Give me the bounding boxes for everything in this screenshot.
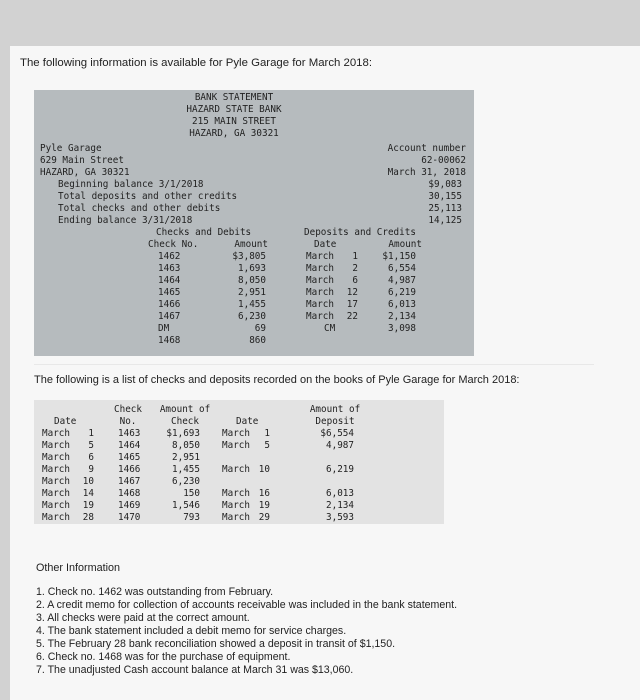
bank-deposit-amount: 3,098 <box>388 323 416 334</box>
deposits-header-date: Date <box>314 239 337 250</box>
books-deposit-amount: 6,219 <box>326 464 354 475</box>
books-deposit-amount: 6,013 <box>326 488 354 499</box>
books-deposit-amount: 4,987 <box>326 440 354 451</box>
books-deposit-day: 1 <box>264 428 270 439</box>
deposits-header-amount: Amount <box>388 239 422 250</box>
checks-header-no: Check No. <box>148 239 199 250</box>
bank-check-no: 1462 <box>158 251 181 262</box>
bank-statement-title: BANK STATEMENT <box>194 92 274 103</box>
bank-name: HAZARD STATE BANK <box>186 104 282 115</box>
books-check-no: 1469 <box>118 500 141 511</box>
customer-name: Pyle Garage <box>40 143 102 154</box>
other-info-item: 6. Check no. 1468 was for the purchase of equipment. <box>36 651 291 663</box>
bank-deposit-day: 1 <box>352 251 358 262</box>
bank-check-no: 1468 <box>158 335 181 346</box>
books-deposit-day: 5 <box>264 440 270 451</box>
bank-check-no: 1466 <box>158 299 181 310</box>
books-check-amount: 6,230 <box>172 476 200 487</box>
books-check-amount: 2,951 <box>172 452 200 463</box>
bank-deposit-amount: 6,219 <box>388 287 416 298</box>
summary-value: 25,113 <box>428 203 462 214</box>
bank-deposit-month: March <box>306 251 334 262</box>
bank-check-amount: 1,693 <box>238 263 266 274</box>
books-check-day: 1 <box>88 428 94 439</box>
bank-deposit-amount: 6,013 <box>388 299 416 310</box>
bank-deposit-month: March <box>306 311 334 322</box>
other-info-item: 4. The bank statement included a debit memo for service charges. <box>36 625 347 637</box>
books-check-amount: $1,693 <box>166 428 200 439</box>
books-header-check-line1: Check <box>114 404 142 415</box>
bank-deposit-day: 2 <box>352 263 358 274</box>
books-check-month: March <box>42 428 70 439</box>
other-info-item: 3. All checks were paid at the correct amount. <box>36 612 250 624</box>
books-check-no: 1467 <box>118 476 141 487</box>
books-check-no: 1470 <box>118 512 141 523</box>
bank-check-amount: 1,455 <box>238 299 266 310</box>
books-check-day: 5 <box>88 440 94 451</box>
account-label: Account number <box>387 143 466 154</box>
statement-date: March 31, 2018 <box>387 167 466 178</box>
books-intro-text: The following is a list of checks and deposits recorded on the books of Pyle Garage for March 2018: <box>34 374 520 386</box>
books-check-no: 1466 <box>118 464 141 475</box>
books-check-no: 1465 <box>118 452 141 463</box>
bank-check-no: 1463 <box>158 263 181 274</box>
bank-check-no: 1465 <box>158 287 181 298</box>
bank-deposit-day: 12 <box>346 287 358 298</box>
summary-value: $9,083 <box>428 179 462 190</box>
bank-deposit-amount: 6,554 <box>388 263 416 274</box>
books-deposit-day: 16 <box>258 488 270 499</box>
books-check-no: 1468 <box>118 488 141 499</box>
customer-street: 629 Main Street <box>40 155 124 166</box>
bank-check-amount: $3,805 <box>232 251 266 262</box>
summary-label: Total checks and other debits <box>58 203 221 214</box>
books-check-amount: 1,455 <box>172 464 200 475</box>
summary-label: Beginning balance 3/1/2018 <box>58 179 204 190</box>
bank-check-amount: 69 <box>254 323 266 334</box>
books-header-amount-check-line1: Amount of <box>159 404 211 415</box>
books-check-day: 28 <box>82 512 94 523</box>
books-deposit-month: March <box>222 464 250 475</box>
books-check-month: March <box>42 512 70 523</box>
bank-deposit-day: 6 <box>352 275 358 286</box>
books-deposit-month: March <box>222 500 250 511</box>
books-check-day: 6 <box>88 452 94 463</box>
bank-deposit-month: CM <box>324 323 336 334</box>
books-header-date2: Date <box>236 416 259 427</box>
books-deposit-day: 29 <box>258 512 270 523</box>
books-check-month: March <box>42 476 70 487</box>
books-check-month: March <box>42 440 70 451</box>
bank-deposit-month: March <box>306 275 334 286</box>
checks-header-amount: Amount <box>234 239 268 250</box>
other-info-item: 2. A credit memo for collection of accounts receivable was included in the bank statement. <box>36 599 458 611</box>
summary-value: 14,125 <box>428 215 462 226</box>
account-number: 62-00062 <box>421 155 466 166</box>
books-check-month: March <box>42 500 70 511</box>
bank-check-no: 1464 <box>158 275 181 286</box>
bank-deposit-amount: 2,134 <box>388 311 416 322</box>
books-check-month: March <box>42 464 70 475</box>
bank-check-amount: 860 <box>249 335 266 346</box>
books-check-month: March <box>42 452 70 463</box>
books-deposit-month: March <box>222 428 250 439</box>
deposits-credits-title: Deposits and Credits <box>304 227 416 238</box>
books-deposit-month: March <box>222 488 250 499</box>
books-check-amount: 8,050 <box>172 440 200 451</box>
summary-label: Total deposits and other credits <box>58 191 238 202</box>
bank-check-amount: 6,230 <box>238 311 266 322</box>
other-info-item: 5. The February 28 bank reconciliation showed a deposit in transit of $1,150. <box>36 638 396 650</box>
books-check-month: March <box>42 488 70 499</box>
customer-city: HAZARD, GA 30321 <box>40 167 130 178</box>
books-deposit-amount: 3,593 <box>326 512 354 523</box>
books-header-check-line2: No. <box>119 416 137 427</box>
bank-deposit-amount: 4,987 <box>388 275 416 286</box>
bank-deposit-day: 17 <box>346 299 358 310</box>
bank-check-no: DM <box>158 323 170 334</box>
books-deposit-day: 19 <box>258 500 270 511</box>
summary-value: 30,155 <box>428 191 462 202</box>
other-info-item: 7. The unadjusted Cash account balance at March 31 was $13,060. <box>36 664 354 676</box>
intro-text: The following information is available for Pyle Garage for March 2018: <box>20 57 373 69</box>
bank-check-no: 1467 <box>158 311 181 322</box>
books-check-no: 1463 <box>118 428 141 439</box>
bank-deposit-month: March <box>306 263 334 274</box>
books-check-day: 10 <box>82 476 94 487</box>
books-check-amount: 1,546 <box>172 500 200 511</box>
summary-label: Ending balance 3/31/2018 <box>58 215 193 226</box>
bank-deposit-month: March <box>306 287 334 298</box>
books-check-amount: 793 <box>183 512 200 523</box>
checks-debits-title: Checks and Debits <box>156 227 252 238</box>
books-check-day: 14 <box>82 488 94 499</box>
books-check-day: 19 <box>82 500 94 511</box>
books-header-amount-check-line2: Check <box>171 416 199 427</box>
books-check-no: 1464 <box>118 440 141 451</box>
books-deposit-day: 10 <box>258 464 270 475</box>
books-check-day: 9 <box>88 464 94 475</box>
books-deposit-month: March <box>222 440 250 451</box>
books-header-date: Date <box>54 416 77 427</box>
books-deposit-month: March <box>222 512 250 523</box>
bank-check-amount: 8,050 <box>238 275 266 286</box>
books-header-amount-deposit-line2: Deposit <box>315 416 355 427</box>
books-check-amount: 150 <box>183 488 200 499</box>
bank-city: HAZARD, GA 30321 <box>189 128 279 139</box>
bank-deposit-amount: $1,150 <box>382 251 416 262</box>
books-deposit-amount: 2,134 <box>326 500 354 511</box>
other-info-item: 1. Check no. 1462 was outstanding from February. <box>36 586 274 598</box>
other-info-title: Other Information <box>36 562 121 574</box>
section-divider <box>34 364 594 365</box>
bank-check-amount: 2,951 <box>238 287 266 298</box>
books-deposit-amount: $6,554 <box>320 428 354 439</box>
bank-deposit-day: 22 <box>346 311 358 322</box>
books-header-amount-deposit-line1: Amount of <box>309 404 361 415</box>
bank-deposit-month: March <box>306 299 334 310</box>
bank-street: 215 MAIN STREET <box>192 116 276 127</box>
